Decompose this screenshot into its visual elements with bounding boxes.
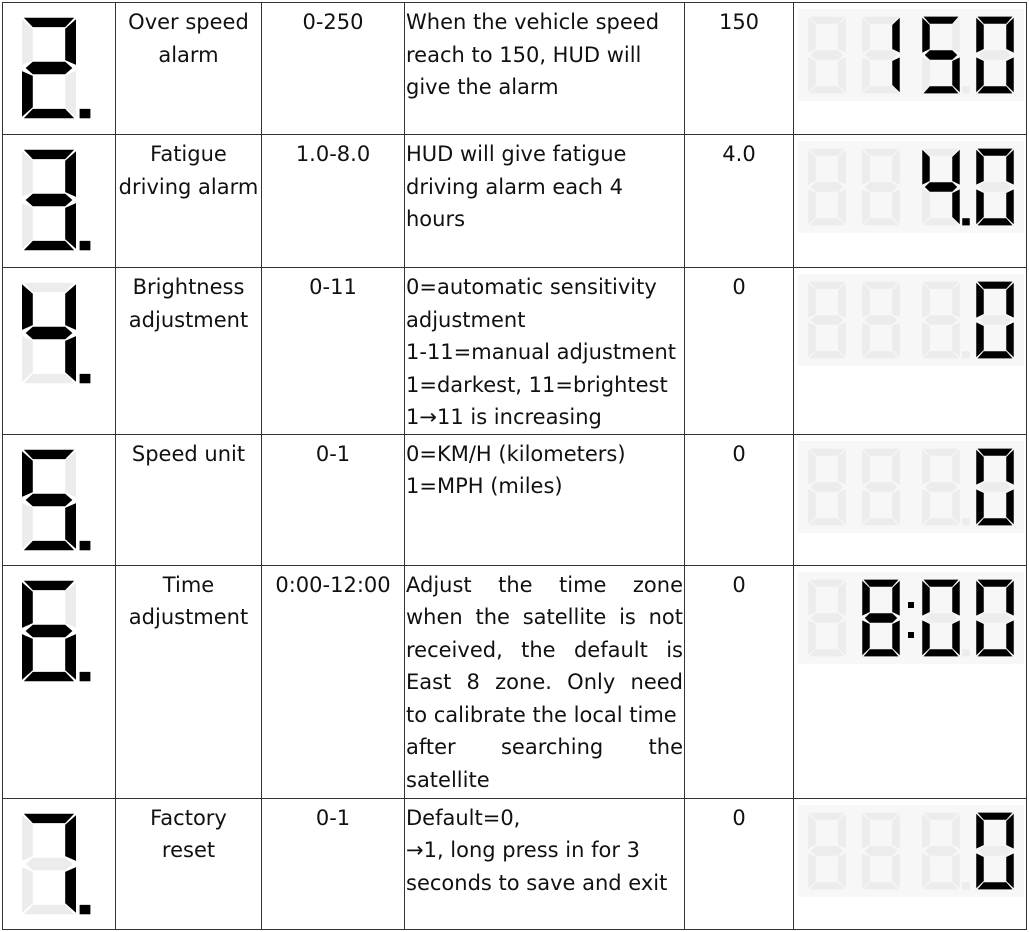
segment-e bbox=[22, 336, 33, 382]
segment-f bbox=[22, 815, 33, 861]
description-line: when the satellite is not bbox=[406, 605, 683, 629]
seven-segment-display bbox=[798, 274, 1024, 374]
segment-g bbox=[865, 50, 898, 60]
segment-g bbox=[26, 327, 73, 340]
table-row bbox=[3, 798, 1027, 929]
table-row bbox=[3, 3, 1027, 135]
display-preview bbox=[794, 798, 1027, 929]
colon-dot bbox=[908, 602, 914, 608]
segment-b bbox=[65, 815, 76, 861]
description-line: 0=KM/H (kilometers) bbox=[406, 441, 626, 466]
row-index-digit bbox=[3, 565, 116, 798]
description-line: driving alarm each 4 bbox=[406, 174, 624, 199]
segment-a bbox=[24, 283, 74, 292]
description-cell bbox=[405, 135, 685, 268]
function-name-line: driving alarm bbox=[118, 174, 259, 199]
segment-f bbox=[22, 582, 33, 628]
segment-g bbox=[925, 482, 958, 492]
decimal-point bbox=[962, 518, 970, 525]
default-value-cell: 150 bbox=[685, 3, 794, 135]
function-name-line: adjustment bbox=[128, 605, 249, 629]
segment-g bbox=[925, 613, 958, 623]
decimal-point bbox=[80, 671, 91, 680]
table-row bbox=[3, 268, 1027, 435]
segment-a bbox=[24, 580, 74, 589]
segment-g bbox=[979, 482, 1012, 492]
default-value-cell: 0 bbox=[685, 798, 794, 929]
segment-g bbox=[811, 182, 844, 192]
segment-e bbox=[22, 203, 33, 249]
decimal-point bbox=[962, 86, 970, 93]
segment-g bbox=[811, 50, 844, 60]
description-line: 1-11=manual adjustment bbox=[406, 340, 677, 364]
row-index-digit bbox=[3, 798, 116, 929]
segment-f bbox=[22, 451, 33, 497]
description-line: adjustment bbox=[406, 307, 526, 332]
colon-dot bbox=[908, 632, 914, 638]
segment-d bbox=[24, 904, 74, 913]
row-index-digit bbox=[3, 434, 116, 565]
segment-g bbox=[925, 846, 958, 856]
segment-c bbox=[65, 634, 76, 680]
seven-segment-display bbox=[798, 572, 1024, 672]
settings-table bbox=[2, 2, 1027, 930]
function-name-line: reset bbox=[161, 838, 216, 862]
segment-g bbox=[865, 315, 898, 325]
function-name-line: Factory bbox=[150, 805, 227, 830]
row-index-digit bbox=[3, 268, 116, 435]
display-preview bbox=[794, 268, 1027, 435]
display-preview bbox=[794, 135, 1027, 268]
description-line: →1, long press in for 3 bbox=[406, 838, 641, 862]
decimal-point bbox=[80, 241, 91, 250]
default-value-cell: 0 bbox=[685, 565, 794, 798]
description-line: East 8 zone. Only need bbox=[406, 670, 683, 694]
range-cell: 0-1 bbox=[262, 434, 405, 565]
seven-segment-display bbox=[798, 805, 1024, 905]
segment-g bbox=[26, 194, 73, 207]
segment-g bbox=[865, 846, 898, 856]
range-cell: 0-1 bbox=[262, 798, 405, 929]
function-name-cell bbox=[116, 3, 262, 135]
description-line: reach to 150, HUD will bbox=[406, 42, 642, 67]
segment-g bbox=[865, 482, 898, 492]
row-index-digit bbox=[3, 135, 116, 268]
segment-d bbox=[24, 109, 74, 118]
segment-g bbox=[26, 624, 73, 637]
segment-g bbox=[26, 493, 73, 506]
segment-b bbox=[65, 151, 76, 197]
range-cell: 0:00-12:00 bbox=[262, 565, 405, 798]
description-cell bbox=[405, 268, 685, 435]
table-row bbox=[3, 434, 1027, 565]
description-line: give the alarm bbox=[406, 75, 559, 99]
description-cell bbox=[405, 798, 685, 929]
description-line: 1→11 is increasing bbox=[406, 405, 602, 429]
decimal-point bbox=[962, 649, 970, 656]
function-name-line: Over speed bbox=[128, 10, 249, 34]
segment-g bbox=[925, 315, 958, 325]
index-digit-7 bbox=[22, 813, 90, 914]
segment-d bbox=[24, 241, 74, 250]
decimal-point bbox=[80, 374, 91, 383]
function-name-line: Brightness bbox=[132, 275, 245, 299]
default-value-cell: 0 bbox=[685, 268, 794, 435]
decimal-point bbox=[962, 351, 970, 358]
index-digit-4 bbox=[22, 283, 90, 384]
description-line: to calibrate the local time bbox=[406, 702, 677, 727]
segment-g bbox=[979, 613, 1012, 623]
segment-b bbox=[65, 284, 76, 330]
segment-d bbox=[24, 540, 74, 549]
seven-segment-display bbox=[798, 441, 1024, 541]
function-name-line: Fatigue bbox=[150, 142, 227, 166]
segment-a bbox=[24, 813, 74, 822]
segment-d bbox=[24, 374, 74, 383]
seven-segment-display bbox=[798, 141, 1024, 241]
description-cell bbox=[405, 3, 685, 135]
segment-g bbox=[865, 182, 898, 192]
segment-f bbox=[22, 19, 33, 65]
function-name-cell bbox=[116, 434, 262, 565]
segment-g bbox=[26, 62, 73, 75]
seven-segment-display bbox=[798, 9, 1024, 109]
function-name-line: alarm bbox=[158, 42, 219, 67]
description-cell bbox=[405, 565, 685, 798]
segment-b bbox=[65, 582, 76, 628]
table-row bbox=[3, 135, 1027, 268]
function-name-line: adjustment bbox=[128, 307, 249, 332]
description-line: seconds to save and exit bbox=[406, 870, 668, 895]
description-line: When the vehicle speed bbox=[406, 10, 660, 34]
segment-b bbox=[65, 451, 76, 497]
segment-c bbox=[65, 336, 76, 382]
segment-g bbox=[26, 857, 73, 870]
description-line: hours bbox=[406, 207, 466, 231]
segment-g bbox=[979, 182, 1012, 192]
segment-g bbox=[811, 613, 844, 623]
function-name-cell bbox=[116, 565, 262, 798]
segment-e bbox=[22, 71, 33, 117]
segment-g bbox=[979, 846, 1012, 856]
segment-f bbox=[22, 284, 33, 330]
segment-c bbox=[65, 71, 76, 117]
segment-c bbox=[65, 867, 76, 913]
segment-g bbox=[865, 613, 898, 623]
segment-e bbox=[22, 503, 33, 549]
decimal-point bbox=[80, 109, 91, 118]
segment-e bbox=[22, 867, 33, 913]
description-line: 0=automatic sensitivity bbox=[406, 275, 657, 299]
segment-b bbox=[65, 19, 76, 65]
description-line: satellite bbox=[406, 767, 490, 792]
display-preview bbox=[794, 434, 1027, 565]
segment-g bbox=[925, 50, 958, 60]
range-cell: 0-250 bbox=[262, 3, 405, 135]
segment-g bbox=[811, 846, 844, 856]
description-line: received, the default is bbox=[406, 637, 683, 662]
segment-g bbox=[925, 182, 958, 192]
function-name-line: Time bbox=[162, 572, 215, 597]
function-name-cell bbox=[116, 798, 262, 929]
segment-d bbox=[24, 671, 74, 680]
segment-a bbox=[24, 150, 74, 159]
table-row bbox=[3, 565, 1027, 798]
decimal-point bbox=[962, 882, 970, 889]
decimal-point bbox=[80, 540, 91, 549]
description-line: 1=darkest, 11=brightest bbox=[406, 372, 668, 397]
description-cell bbox=[405, 434, 685, 565]
description-line: Default=0, bbox=[406, 805, 521, 830]
segment-a bbox=[24, 18, 74, 27]
index-digit-6 bbox=[22, 580, 90, 681]
row-index-digit bbox=[3, 3, 116, 135]
segment-f bbox=[22, 151, 33, 197]
display-preview bbox=[794, 3, 1027, 135]
range-cell: 1.0-8.0 bbox=[262, 135, 405, 268]
index-digit-5 bbox=[22, 449, 90, 550]
decimal-point bbox=[80, 904, 91, 913]
segment-g bbox=[811, 482, 844, 492]
default-value-cell: 4.0 bbox=[685, 135, 794, 268]
segment-c bbox=[65, 503, 76, 549]
decimal-point bbox=[962, 218, 970, 225]
function-name-cell bbox=[116, 135, 262, 268]
segment-g bbox=[979, 315, 1012, 325]
function-name-line: Speed unit bbox=[131, 441, 246, 466]
segment-e bbox=[22, 634, 33, 680]
display-preview bbox=[794, 565, 1027, 798]
segment-g bbox=[979, 50, 1012, 60]
index-digit-3 bbox=[22, 150, 90, 251]
description-line: after searching the bbox=[406, 735, 683, 759]
segment-c bbox=[65, 203, 76, 249]
description-line: 1=MPH (miles) bbox=[406, 474, 563, 498]
description-line: Adjust the time zone bbox=[406, 572, 683, 597]
range-cell: 0-11 bbox=[262, 268, 405, 435]
default-value-cell: 0 bbox=[685, 434, 794, 565]
description-line: HUD will give fatigue bbox=[406, 142, 627, 166]
segment-g bbox=[811, 315, 844, 325]
function-name-cell bbox=[116, 268, 262, 435]
segment-a bbox=[24, 449, 74, 458]
index-digit-2 bbox=[22, 18, 90, 119]
